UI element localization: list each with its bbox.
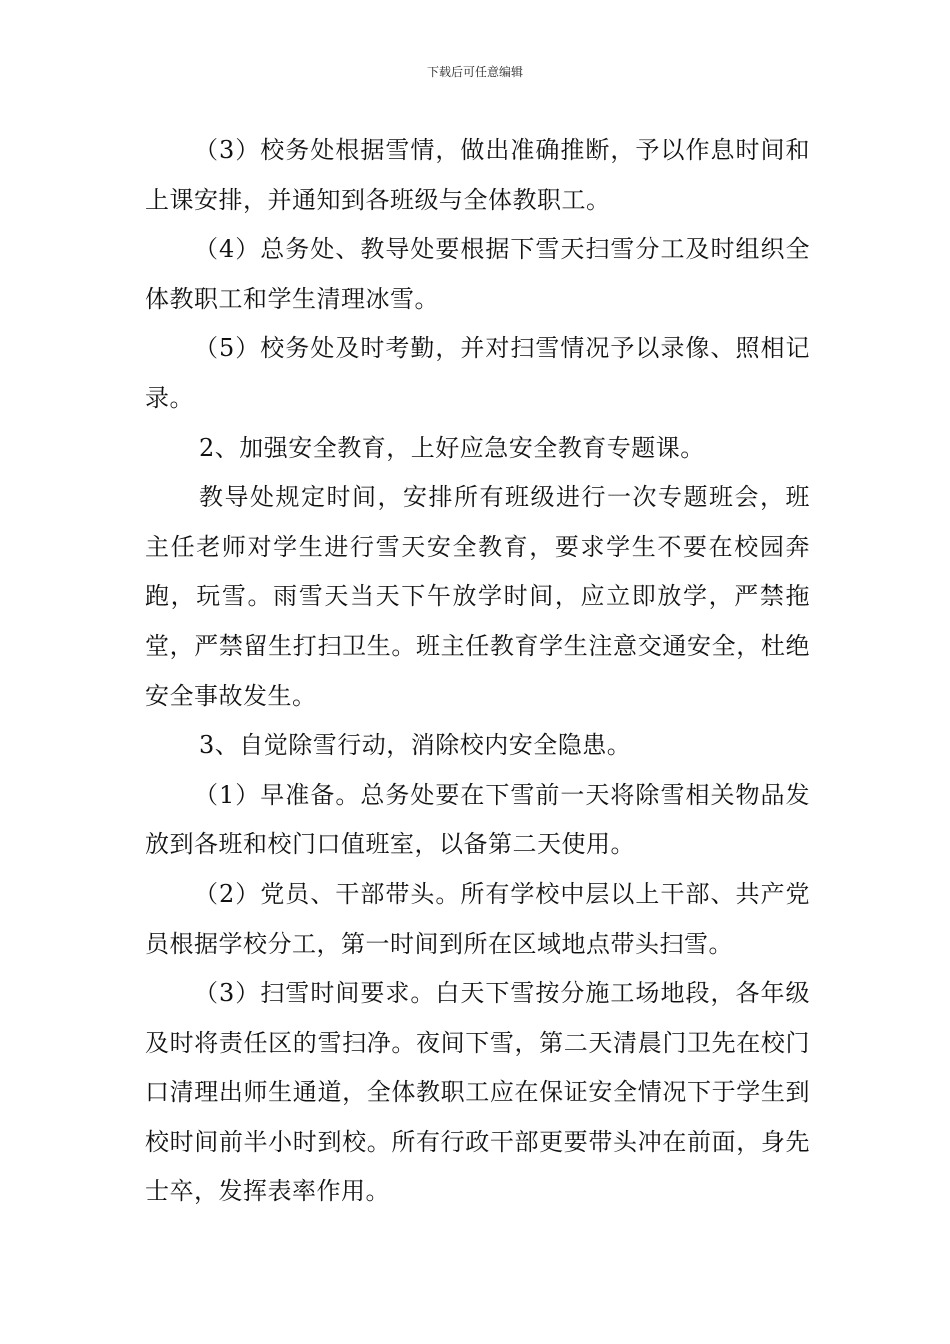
section-heading-snow-removal: 3、自觉除雪行动，消除校内安全隐患。 — [199, 731, 632, 760]
paragraph-item-4-cleanup: （4）总务处、教导处要根据下雪天扫雪分工及时组织全体教职工和学生清理冰雪。 — [145, 235, 810, 313]
page-header-note: 下载后可任意编辑 — [426, 65, 523, 79]
paragraph-safety-education: 教导处规定时间，安排所有班级进行一次专题班会，班主任老师对学生进行雪天安全教育，要求学生不要在校园奔跑，玩雪。雨雪天当天下午放学时间，应立即放学，严禁拖堂，严禁留生打扫卫生。班主任教育学生注意交通安全，杜绝安全事故发生。 — [145, 483, 810, 710]
document-body — [145, 126, 810, 1217]
paragraph-item-3-schedule: （3）校务处根据雪情，做出准确推断，予以作息时间和上课安排，并通知到各班级与全体教职工。 — [145, 136, 810, 214]
paragraph-item-3-timing: （3）扫雪时间要求。白天下雪按分施工场地段，各年级及时将责任区的雪扫净。夜间下雪，第二天清晨门卫先在校门口清理出师生通道，全体教职工应在保证安全情况下于学生到校时间前半小时到校。所有行政干部更要带头冲在前面，身先士卒，发挥表率作用。 — [145, 979, 810, 1206]
paragraph-item-1-preparation: （1）早准备。总务处要在下雪前一天将除雪相关物品发放到各班和校门口值班室，以备第二天使用。 — [145, 780, 810, 859]
paragraph-item-5-attendance: （5）校务处及时考勤，并对扫雪情况予以录像、照相记录。 — [145, 334, 810, 412]
section-heading-safety-education: 2、加强安全教育，上好应急安全教育专题课。 — [199, 433, 705, 462]
paragraph-item-2-leadership: （2）党员、干部带头。所有学校中层以上干部、共产党员根据学校分工，第一时间到所在区域地点带头扫雪。 — [145, 879, 810, 958]
